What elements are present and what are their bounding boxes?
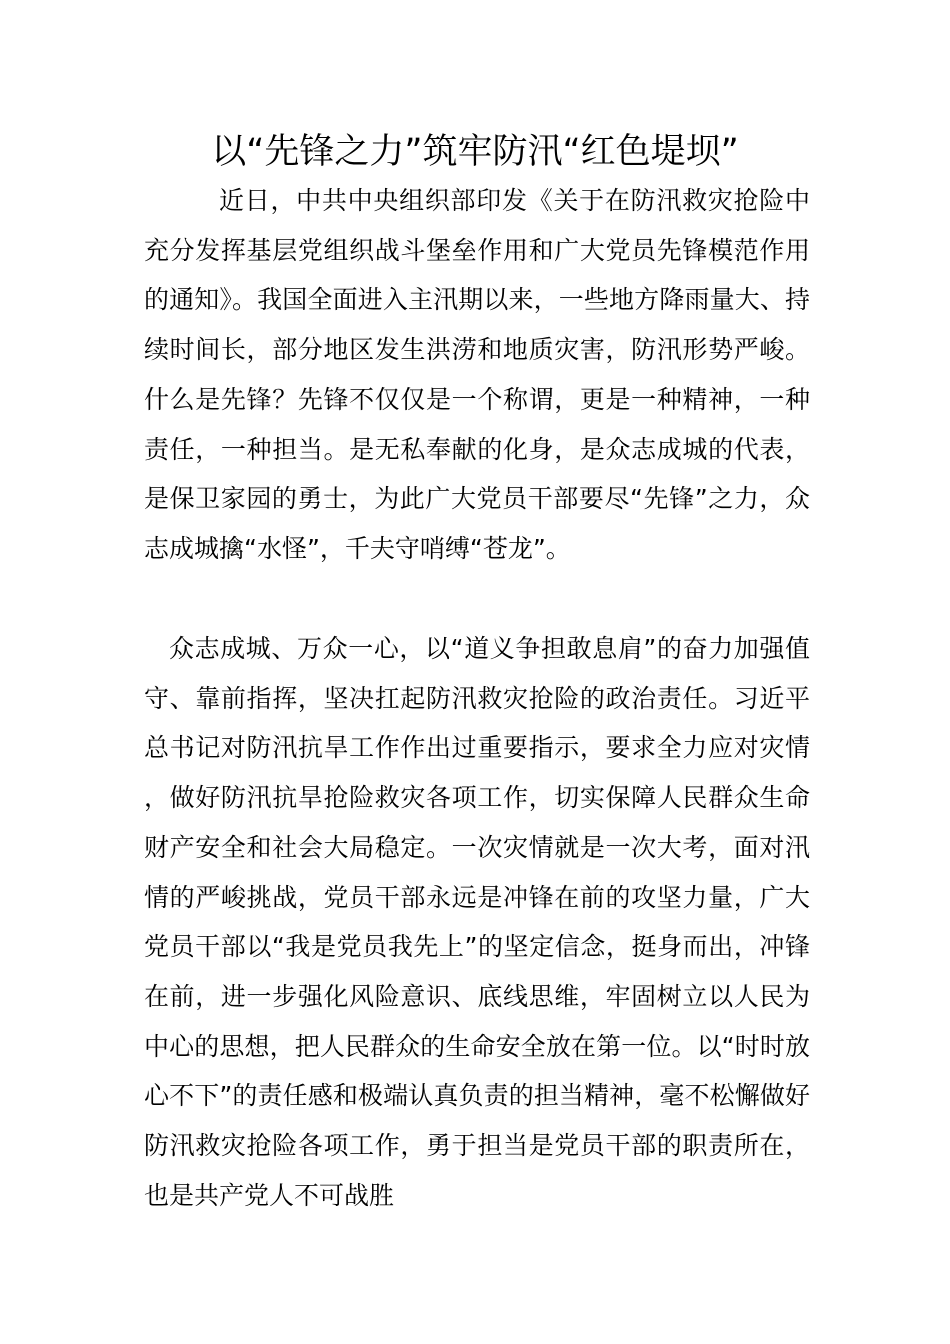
paragraph-1: 近日，中共中央组织部印发《关于在防汛救灾抢险中充分发挥基层党组织战斗堡垒作用和广大党员先锋模范作用的通知》。我国全面进入主汛期以来，一些地方降雨量大、持续时间长，部分地区发生洪涝和地质灾害，防汛形势严峻。什么是先锋？先锋不仅仅是一个称谓，更是一种精神，一种责任，一种担当。是无私奉献的化身，是众志成城的代表，是保卫家园的勇士，为此广大党员干部要尽“先锋”之力，众志成城擒“水怪”，千夫守哨缚“苍龙”。 <box>144 186 810 563</box>
document-title: 以“先锋之力”筑牢防汛“红色堤坝” <box>211 132 739 172</box>
paragraph-2: 众志成城、万众一心，以“道义争担敢息肩”的奋力加强值守、靠前指挥，坚决扛起防汛救灾抢险的政治责任。习近平总书记对防汛抗旱工作作出过重要指示，要求全力应对灾情，做好防汛抗旱抢险救灾各项工作，切实保障人民群众生命财产安全和社会大局稳定。一次灾情就是一次大考，面对汛情的严峻挑战，党员干部永远是冲锋在前的攻坚力量，广大党员干部以“我是党员我先上”的坚定信念，挺身而出，冲锋在前，进一步强化风险意识、底线思维，牢固树立以人民为中心的思想，把人民群众的生命安全放在第一位。以“时时放心不下”的责任感和极端认真负责的担当精神，毫不松懈做好防汛救灾抢险各项工作，勇于担当是党员干部的职责所在，也是共产党人不可战胜 <box>144 634 810 1210</box>
